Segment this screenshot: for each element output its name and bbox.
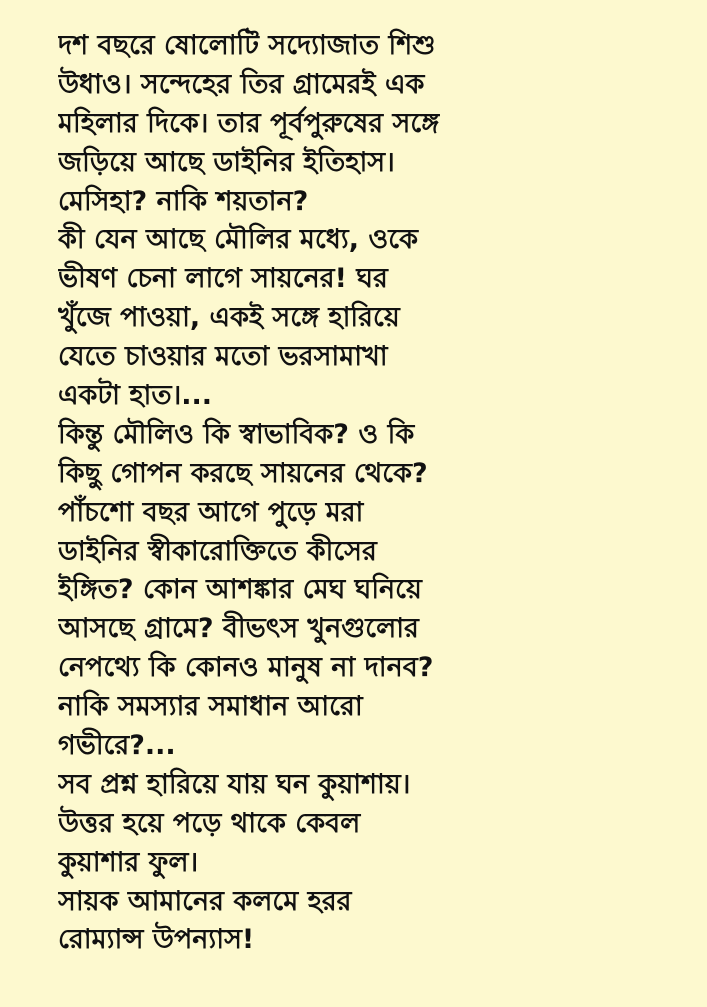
blurb-line: নাকি সমস্যার সমাধান আরো	[58, 691, 363, 723]
blurb-line: যেতে চাওয়ার মতো ভরসামাখা	[58, 341, 388, 373]
blurb-line: সায়ক আমানের কলমে হরর	[58, 885, 352, 917]
blurb-line: ইঙ্গিত? কোন আশঙ্কার মেঘ ঘনিয়ে	[58, 574, 422, 606]
blurb-line: একটা হাত।...	[58, 380, 213, 412]
blurb-line: নেপথ্যে কি কোনও মানুষ না দানব?	[58, 652, 434, 684]
blurb-line: কিছু গোপন করছে সায়নের থেকে?	[58, 457, 428, 489]
blurb-line: খুঁজে পাওয়া, একই সঙ্গে হারিয়ে	[58, 302, 400, 334]
blurb-line: উত্তর হয়ে পড়ে থাকে কেবল	[58, 807, 361, 839]
blurb-line: মেসিহা? নাকি শয়তান?	[58, 185, 309, 217]
blurb-line: গভীরে?...	[58, 730, 176, 762]
blurb-line: উধাও। সন্দেহের তির গ্রামেরই এক	[58, 68, 425, 100]
blurb-line: পাঁচশো বছর আগে পুড়ে মরা	[58, 496, 364, 528]
blurb-line: রোম্যান্স উপন্যাস!	[58, 924, 255, 956]
blurb-line: ভীষণ চেনা লাগে সায়নের! ঘর	[58, 263, 388, 295]
blurb-line: সব প্রশ্ন হারিয়ে যায় ঘন কুয়াশায়।	[58, 768, 411, 800]
blurb-text	[58, 27, 677, 960]
blurb-line: কিন্তু মৌলিও কি স্বাভাবিক? ও কি	[58, 418, 415, 450]
blurb-line: ডাইনির স্বীকারোক্তিতে কীসের	[58, 535, 377, 567]
blurb-line: জড়িয়ে আছে ডাইনির ইতিহাস।	[58, 146, 395, 178]
blurb-line: আসছে গ্রামে? বীভৎস খুনগুলোর	[58, 613, 419, 645]
blurb-line: দশ বছরে ষোলোটি সদ্যোজাত শিশু	[58, 30, 436, 61]
blurb-line: কী যেন আছে মৌলির মধ্যে, ওকে	[58, 224, 418, 256]
blurb-line: কুয়াশার ফুল।	[58, 846, 199, 878]
blurb-line: মহিলার দিকে। তার পূর্বপুরুষের সঙ্গে	[58, 107, 440, 139]
